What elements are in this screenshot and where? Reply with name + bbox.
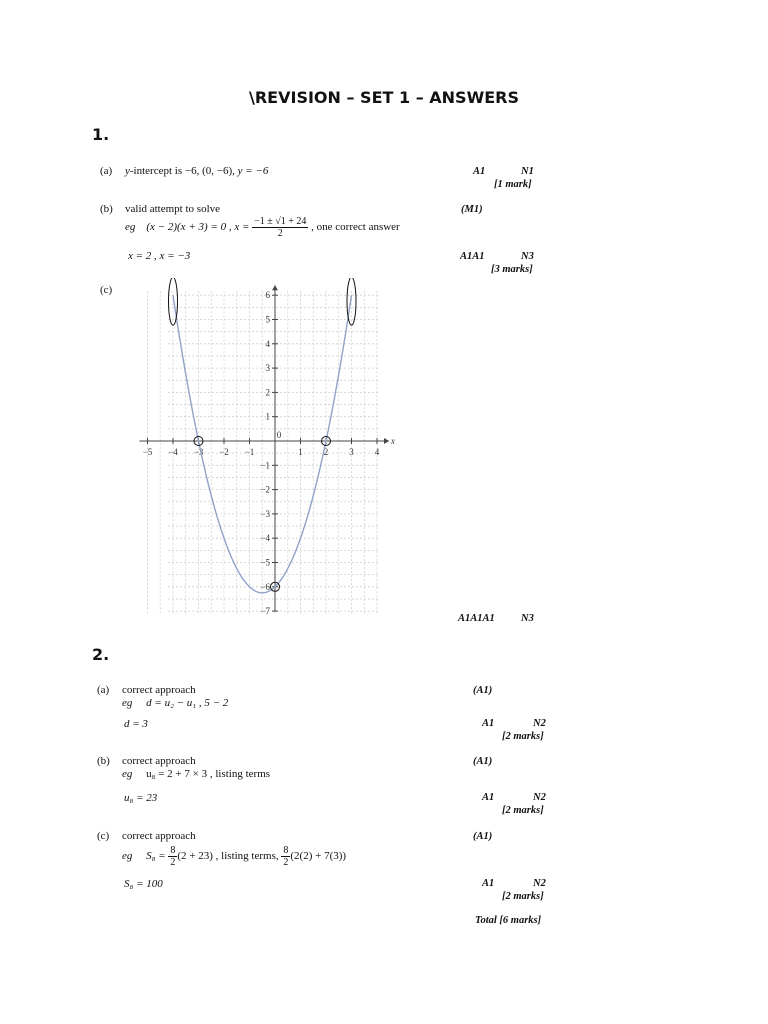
q2a-eg: eg — [122, 697, 133, 709]
q2a-label: (a) — [97, 684, 110, 696]
x-axis-label: x — [391, 436, 395, 446]
y-tick-label: −1 — [260, 460, 270, 471]
parabola-graph — [130, 278, 410, 623]
q1b-eg-post: , one correct answer — [311, 221, 400, 234]
y-tick-label: −5 — [260, 557, 270, 568]
q2c-n: N2 — [533, 878, 546, 889]
q1a-total: [1 mark] — [494, 179, 532, 190]
q2c-f2-den: 2 — [283, 857, 289, 868]
q1b-mark: A1A1 — [460, 251, 485, 262]
x-tick-label: −5 — [142, 447, 153, 457]
q2b-total: [2 marks] — [502, 805, 544, 816]
endpoint-ellipse — [347, 278, 356, 325]
q2a-eg-text: d = u₂ − u₁ , 5 − 2 — [146, 697, 229, 709]
q2a-n: N2 — [533, 718, 546, 729]
q1b-frac-den: 2 — [277, 228, 283, 239]
y-tick-label: −6 — [260, 581, 270, 592]
q2b-line1-mark: (A1) — [473, 756, 493, 767]
x-axis-arrow — [384, 438, 389, 444]
q1b-fraction — [252, 216, 308, 239]
q1b-frac-num: −1 ± √1 + 24 — [254, 216, 307, 227]
y-tick-label: −4 — [260, 533, 270, 544]
q2c-eg-pre: S₈ = — [146, 850, 166, 863]
q2b-mark: A1 — [482, 792, 495, 803]
y-tick-label: −7 — [260, 606, 270, 617]
q2b-eg-text: u₈ = 2 + 7 × 3 , listing terms — [146, 768, 271, 780]
x-tick-label: 0 — [276, 430, 282, 440]
q2-grand-total: Total [6 marks] — [475, 915, 542, 926]
y-tick-label: 3 — [265, 363, 270, 374]
q1b-line1-mark: (M1) — [461, 204, 483, 215]
page-title: \REVISION – SET 1 – ANSWERS — [249, 88, 519, 107]
q2a-total: [2 marks] — [502, 731, 544, 742]
endpoint-ellipse — [169, 278, 178, 325]
q1b-n: N3 — [521, 251, 534, 262]
y-tick-label: 4 — [265, 338, 270, 349]
x-tick-label: −4 — [168, 447, 178, 457]
q2b-n: N2 — [533, 792, 546, 803]
q2b-answer: u₈ = 23 — [124, 792, 158, 804]
q1b-total: [3 marks] — [491, 264, 533, 275]
x-tick-label: −2 — [219, 447, 229, 457]
q1a-mark: A1 — [473, 166, 486, 177]
x-tick-label: −1 — [244, 447, 255, 457]
x-tick-label: −3 — [193, 447, 204, 457]
question-2-number: 2. — [92, 645, 110, 664]
q1b-eg-pre: (x − 2)(x + 3) = 0 , x = — [146, 221, 250, 234]
q1a-text — [125, 165, 268, 177]
y-tick-label: 1 — [265, 411, 270, 422]
x-tick-label: 3 — [349, 447, 354, 457]
q1c-mark: A1A1A1 — [458, 613, 495, 624]
q2c-f1-num: 8 — [170, 845, 176, 856]
q1a-n: N1 — [521, 166, 534, 177]
q2c-f2-num: 8 — [283, 845, 289, 856]
q2c-total: [2 marks] — [502, 891, 544, 902]
q2a-mark: A1 — [482, 718, 495, 729]
q1b-eg: eg — [125, 221, 136, 234]
q2c-label: (c) — [97, 830, 110, 842]
q2a-line1: correct approach — [122, 684, 196, 696]
question-1-number: 1. — [92, 125, 110, 144]
y-tick-label: 6 — [265, 290, 270, 301]
q2b-label: (b) — [97, 755, 110, 767]
q2c-mark: A1 — [482, 878, 495, 889]
q2c-line1: correct approach — [122, 830, 196, 842]
q2c-eg-mid: (2 + 23) , listing terms, — [177, 850, 279, 863]
q1b-answer: x = 2 , x = −3 — [128, 250, 191, 262]
y-tick-label: 2 — [265, 387, 270, 398]
y-axis-arrow — [272, 285, 278, 290]
q1a-main: -intercept is −6, (0, −6), — [129, 165, 238, 177]
q2b-eg: eg — [122, 768, 133, 780]
q1b-eg-line — [125, 216, 400, 239]
y-tick-label: −2 — [260, 484, 270, 495]
q2c-f1-den: 2 — [170, 857, 176, 868]
q2c-eg-post: (2(2) + 7(3)) — [290, 850, 347, 863]
q2c-answer: S₈ = 100 — [124, 878, 163, 890]
q1c-label: (c) — [100, 284, 113, 296]
q1a-eq: y = −6 — [237, 165, 269, 177]
q1b-line1: valid attempt to solve — [125, 203, 221, 215]
q2c-eg-line — [122, 845, 346, 868]
q2c-eg: eg — [122, 850, 133, 863]
q2a-answer: d = 3 — [124, 718, 148, 730]
q2b-line1: correct approach — [122, 755, 196, 767]
q2a-line1-mark: (A1) — [473, 685, 493, 696]
q2c-line1-mark: (A1) — [473, 831, 493, 842]
q1b-label: (b) — [100, 203, 113, 215]
y-tick-label: 5 — [265, 314, 270, 325]
q2a-eg-line — [122, 697, 228, 709]
q1c-n: N3 — [521, 613, 534, 624]
q1a-y-var: y — [125, 165, 130, 177]
q1a-label: (a) — [100, 165, 113, 177]
x-tick-label: 1 — [298, 447, 303, 457]
y-tick-label: −3 — [260, 508, 270, 519]
x-tick-label: 2 — [323, 447, 329, 457]
q2b-eg-line — [122, 768, 270, 780]
x-tick-label: 4 — [374, 447, 380, 457]
